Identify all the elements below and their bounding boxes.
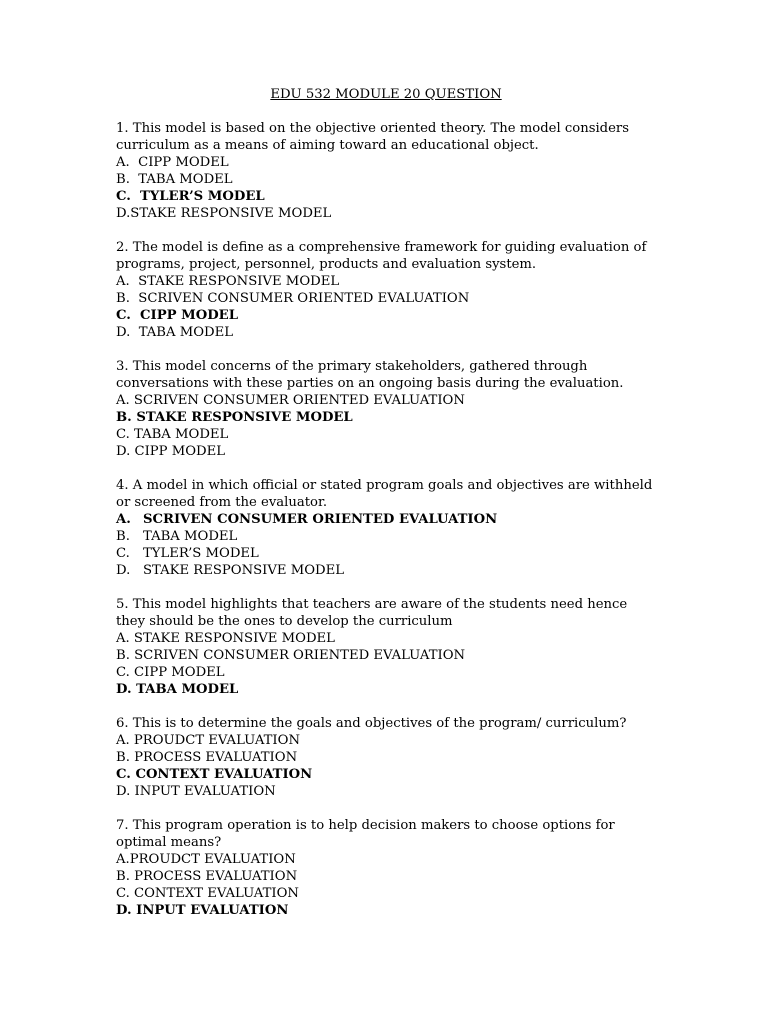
option-text: STAKE RESPONSIVE MODEL (138, 274, 340, 289)
option-text: INPUT EVALUATION (136, 903, 289, 918)
option-letter: B. (116, 869, 135, 884)
answer-option (116, 732, 656, 749)
option-text: TABA MODEL (134, 427, 229, 442)
answer-option (116, 154, 656, 171)
option-letter: A. (116, 393, 134, 408)
answer-option (116, 545, 656, 562)
answer-option-correct (116, 188, 656, 205)
option-text: TABA MODEL (143, 529, 238, 544)
answer-option (116, 205, 656, 222)
answer-option (116, 273, 656, 290)
answer-option (116, 885, 656, 902)
answer-option (116, 290, 656, 307)
option-text: CONTEXT EVALUATION (135, 767, 313, 782)
option-text: STAKE RESPONSIVE MODEL (130, 206, 332, 221)
option-text: TABA MODEL (138, 172, 233, 187)
option-letter: D. (116, 206, 131, 221)
answer-option (116, 783, 656, 800)
answer-option (116, 562, 656, 579)
answer-option-correct (116, 409, 656, 426)
answer-option-correct (116, 902, 656, 919)
option-text: STAKE RESPONSIVE MODEL (136, 410, 353, 425)
question-stem: 4. A model in which official or stated program goals and objectives are withheld or screened from the evaluator. (116, 478, 653, 510)
answer-option-correct (116, 681, 656, 698)
option-letter: B. (116, 648, 135, 663)
option-letter: A. (116, 852, 130, 867)
option-text: SCRIVEN CONSUMER ORIENTED EVALUATION (134, 648, 466, 663)
option-text: PROUDCT EVALUATION (129, 852, 296, 867)
option-text: TYLER’S MODEL (140, 189, 265, 204)
answer-option (116, 443, 656, 460)
answer-option (116, 324, 656, 341)
answer-option (116, 171, 656, 188)
option-letter: A. (116, 274, 139, 289)
question-stem: 7. This program operation is to help decision makers to choose options for optimal means? (116, 818, 615, 850)
question-stem: 5. This model highlights that teachers are aware of the students need hence they should be the ones to develop the curriculum (116, 597, 628, 629)
option-letter: A. (116, 512, 131, 527)
option-letter: B. (116, 750, 135, 765)
answer-option-correct (116, 511, 656, 528)
option-text: INPUT EVALUATION (134, 784, 276, 799)
answer-option (116, 749, 656, 766)
answer-option-correct (116, 766, 656, 783)
option-letter: C. (116, 427, 135, 442)
answer-option (116, 647, 656, 664)
option-letter: C. (116, 665, 135, 680)
question-stem: 2. The model is define as a comprehensive framework for guiding evaluation of programs, project, personnel, products and evaluation system. (116, 240, 647, 272)
option-text: CIPP MODEL (138, 155, 229, 170)
option-text: SCRIVEN CONSUMER ORIENTED EVALUATION (143, 512, 498, 527)
option-text: SCRIVEN CONSUMER ORIENTED EVALUATION (133, 393, 465, 408)
option-letter: D. (116, 563, 131, 578)
option-text: STAKE RESPONSIVE MODEL (133, 631, 335, 646)
option-letter: A. (116, 155, 139, 170)
question-list (116, 120, 656, 919)
answer-option (116, 664, 656, 681)
option-letter: A. (116, 733, 134, 748)
question-block (116, 239, 656, 341)
option-letter: B. (116, 172, 139, 187)
question-block (116, 715, 656, 800)
answer-option (116, 528, 656, 545)
option-letter: D. (116, 325, 139, 340)
option-text: TABA MODEL (136, 682, 239, 697)
option-text: STAKE RESPONSIVE MODEL (143, 563, 344, 578)
option-text: CIPP MODEL (134, 444, 226, 459)
option-letter: D. (116, 444, 135, 459)
question-block (116, 477, 656, 579)
option-letter: A. (116, 631, 134, 646)
option-letter: B. (116, 291, 139, 306)
question-block (116, 817, 656, 919)
question-stem: 6. This is to determine the goals and objectives of the program/ curriculum? (116, 716, 627, 731)
option-letter: C. (116, 767, 136, 782)
option-text: PROCESS EVALUATION (134, 869, 298, 884)
answer-option (116, 392, 656, 409)
option-text: CONTEXT EVALUATION (134, 886, 299, 901)
option-text: PROUDCT EVALUATION (133, 733, 300, 748)
option-letter: C. (116, 189, 141, 204)
question-block (116, 596, 656, 698)
option-letter: C. (116, 308, 141, 323)
document-title: EDU 532 MODULE 20 QUESTION (270, 87, 502, 102)
option-text: CIPP MODEL (140, 308, 238, 323)
option-letter: B. (116, 410, 137, 425)
answer-option (116, 426, 656, 443)
answer-option (116, 630, 656, 647)
question-stem: 1. This model is based on the objective oriented theory. The model considers curriculum as a means of aiming toward an educational object. (116, 121, 629, 153)
option-letter: C. (116, 886, 135, 901)
question-block (116, 358, 656, 460)
option-letter: D. (116, 903, 137, 918)
answer-option (116, 868, 656, 885)
question-block (116, 120, 656, 222)
option-text: TYLER’S MODEL (143, 546, 259, 561)
answer-option-correct (116, 307, 656, 324)
option-letter: D. (116, 682, 137, 697)
document-page (116, 86, 656, 936)
option-text: TABA MODEL (138, 325, 233, 340)
option-text: SCRIVEN CONSUMER ORIENTED EVALUATION (138, 291, 470, 306)
option-text: PROCESS EVALUATION (134, 750, 298, 765)
option-letter: D. (116, 784, 135, 799)
option-letter: C. (116, 546, 130, 561)
answer-option (116, 851, 656, 868)
question-stem: 3. This model concerns of the primary stakeholders, gathered through conversations with these parties on an ongoing basis during the evaluation. (116, 359, 624, 391)
option-text: CIPP MODEL (134, 665, 225, 680)
option-letter: B. (116, 529, 130, 544)
